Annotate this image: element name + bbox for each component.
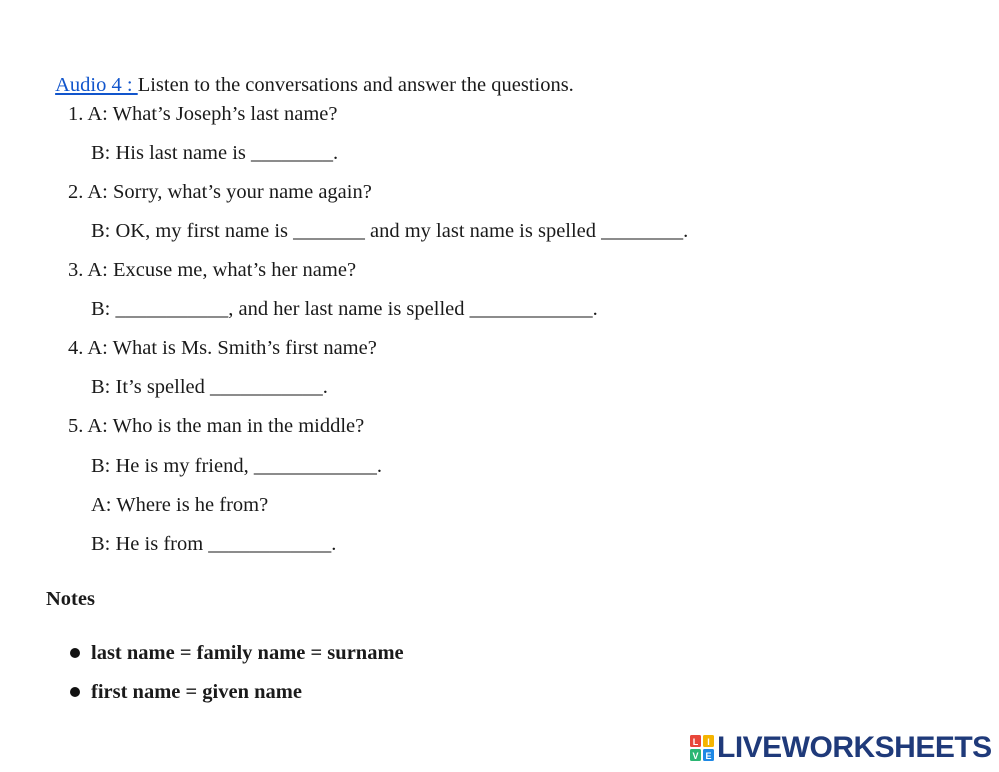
liveworksheets-logo-text: LIVEWORKSHEETS [717,731,992,764]
svg-text:I: I [707,737,710,747]
svg-text:V: V [692,751,699,761]
question-4-line-a: 4. A: What is Ms. Smith’s first name? [68,337,377,359]
svg-text:L: L [692,737,699,747]
question-1-line-b: B: His last name is ________. [91,142,339,164]
question-2-line-a: 2. A: Sorry, what’s your name again? [68,181,372,203]
instruction-text: Listen to the conversations and answer the questions. [137,74,574,96]
svg-text:E: E [705,751,712,761]
question-5-line-c: A: Where is he from? [91,494,269,516]
notes-item-2: first name = given name [91,681,302,703]
notes-heading: Notes [46,588,95,610]
audio-4-link[interactable]: Audio 4 : [55,74,138,96]
liveworksheets-logo-icon [690,735,714,761]
notes-item-1: last name = family name = surname [91,642,404,664]
liveworksheets-logo [690,732,992,764]
question-2-line-b: B: OK, my first name is _______ and my last name is spelled ________. [91,220,689,242]
question-5-line-a: 5. A: Who is the man in the middle? [68,415,365,437]
question-1-line-a: 1. A: What’s Joseph’s last name? [68,103,338,125]
question-3-line-b: B: ___________, and her last name is spelled ____________. [91,298,598,320]
question-4-line-b: B: It’s spelled ___________. [91,376,328,398]
notes-bullet-2 [70,687,80,697]
notes-bullet-1 [70,648,80,658]
instruction-line [46,46,574,98]
question-5-line-d: B: He is from ____________. [91,533,337,555]
question-5-line-b: B: He is my friend, ____________. [91,455,382,477]
question-3-line-a: 3. A: Excuse me, what’s her name? [68,259,357,281]
